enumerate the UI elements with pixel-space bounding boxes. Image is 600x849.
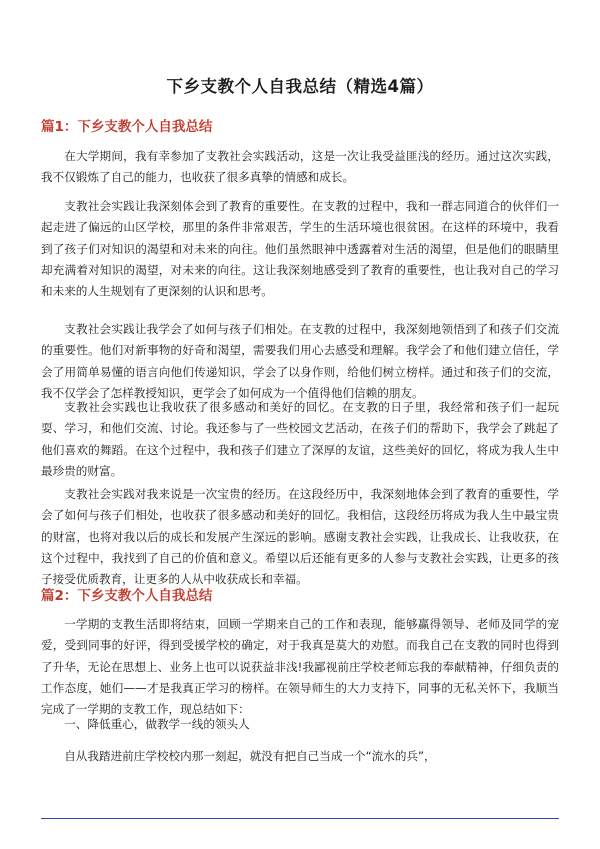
section-1-paragraph-5: 支教社会实践对我来说是一次宝贵的经历。在这段经历中，我深刻地体会到了教育的重要性，学会了如何与孩子们相处，也收获了很多感动和美好的回忆。我相信，这段经历将成为我人生中最宝贵的财富，也将对我以后的成长和发展产生深远的影响。感谢支教社会实践，让我成长、让我收获，在这个过程中，我找到了自己的价值和意义。希望以后还能有更多的人参与支教社会实践，让更多的孩子接受优质教育，让更多的人从中收获成长和幸福。 (41, 487, 559, 587)
section-1-heading: 篇1：下乡支教个人自我总结 (41, 119, 213, 135)
footer-divider (41, 818, 559, 819)
section-1-paragraph-2: 支教社会实践让我深刻体会到了教育的重要性。在支教的过程中，我和一群志同道合的伙伴们一起走进了偏远的山区学校，那里的条件非常艰苦，学生的生活环境也很贫困。在这样的环境中，我看到了孩子们对知识的渴望和对未来的向往。他们虽然眼神中透露着对生活的渴望，但是他们的眼睛里却充满着对知识的渴望，对未来的向往。这让我深刻地感受到了教育的重要性，也让我对自己的学习和未来的人生规划有了更深刻的认识和思考。 (41, 199, 559, 299)
section-2-subheading: 一、降低重心，做教学一线的领头人 (64, 717, 250, 731)
document-title: 下乡支教个人自我总结（精选4篇） (166, 77, 434, 96)
section-2-paragraph-2: 自从我踏进前庄学校校内那一刻起，就没有把自己当成一个“流水的兵”， (64, 749, 436, 763)
section-2-heading: 篇2：下乡支教个人自我总结 (41, 588, 213, 604)
section-1-paragraph-4: 支教社会实践也让我收获了很多感动和美好的回忆。在支教的日子里，我经常和孩子们一起玩耍、学习，和他们交流、讨论。我还参与了一些校园文艺活动，在孩子们的帮助下，我学会了跳起了他们喜欢的舞蹈。在这个过程中，我和孩子们建立了深厚的友谊，这些美好的回忆，将成为我人生中最珍贵的财富。 (41, 400, 559, 478)
section-1-paragraph-1: 在大学期间，我有幸参加了支教社会实践活动，这是一次让我受益匪浅的经历。通过这次实践，我不仅锻炼了自己的能力，也收获了很多真挚的情感和成长。 (41, 149, 559, 185)
section-2-paragraph-1: 一学期的支教生活即将结束，回顾一学期来自己的工作和表现，能够赢得领导、老师及同学的宠爱，受到同事的好评，得到受援学校的确定，对于我真是莫大的劝慰。而我自己在支教的同时也得到了升华，无论在思想上、业务上也可以说获益非浅!我鄙视前庄学校老师忘我的奉献精神，仔细负责的工作态度，她们——才是我真正学习的榜样。在领导师生的大力支持下，同事的无私关怀下，我顺当完成了一学期的支教工作，现总结如下： (41, 617, 559, 717)
section-1-paragraph-3: 支教社会实践让我学会了如何与孩子们相处。在支教的过程中，我深刻地领悟到了和孩子们交流的重要性。他们对新事物的好奇和渴望，需要我们用心去感受和理解。我学会了和他们建立信任，学会了用简单易懂的语言向他们传递知识，学会了以身作则，给他们树立榜样。通过和孩子们的交流，我不仅学会了怎样教授知识，更学会了如何成为一个值得他们信赖的朋友。 (41, 322, 559, 400)
